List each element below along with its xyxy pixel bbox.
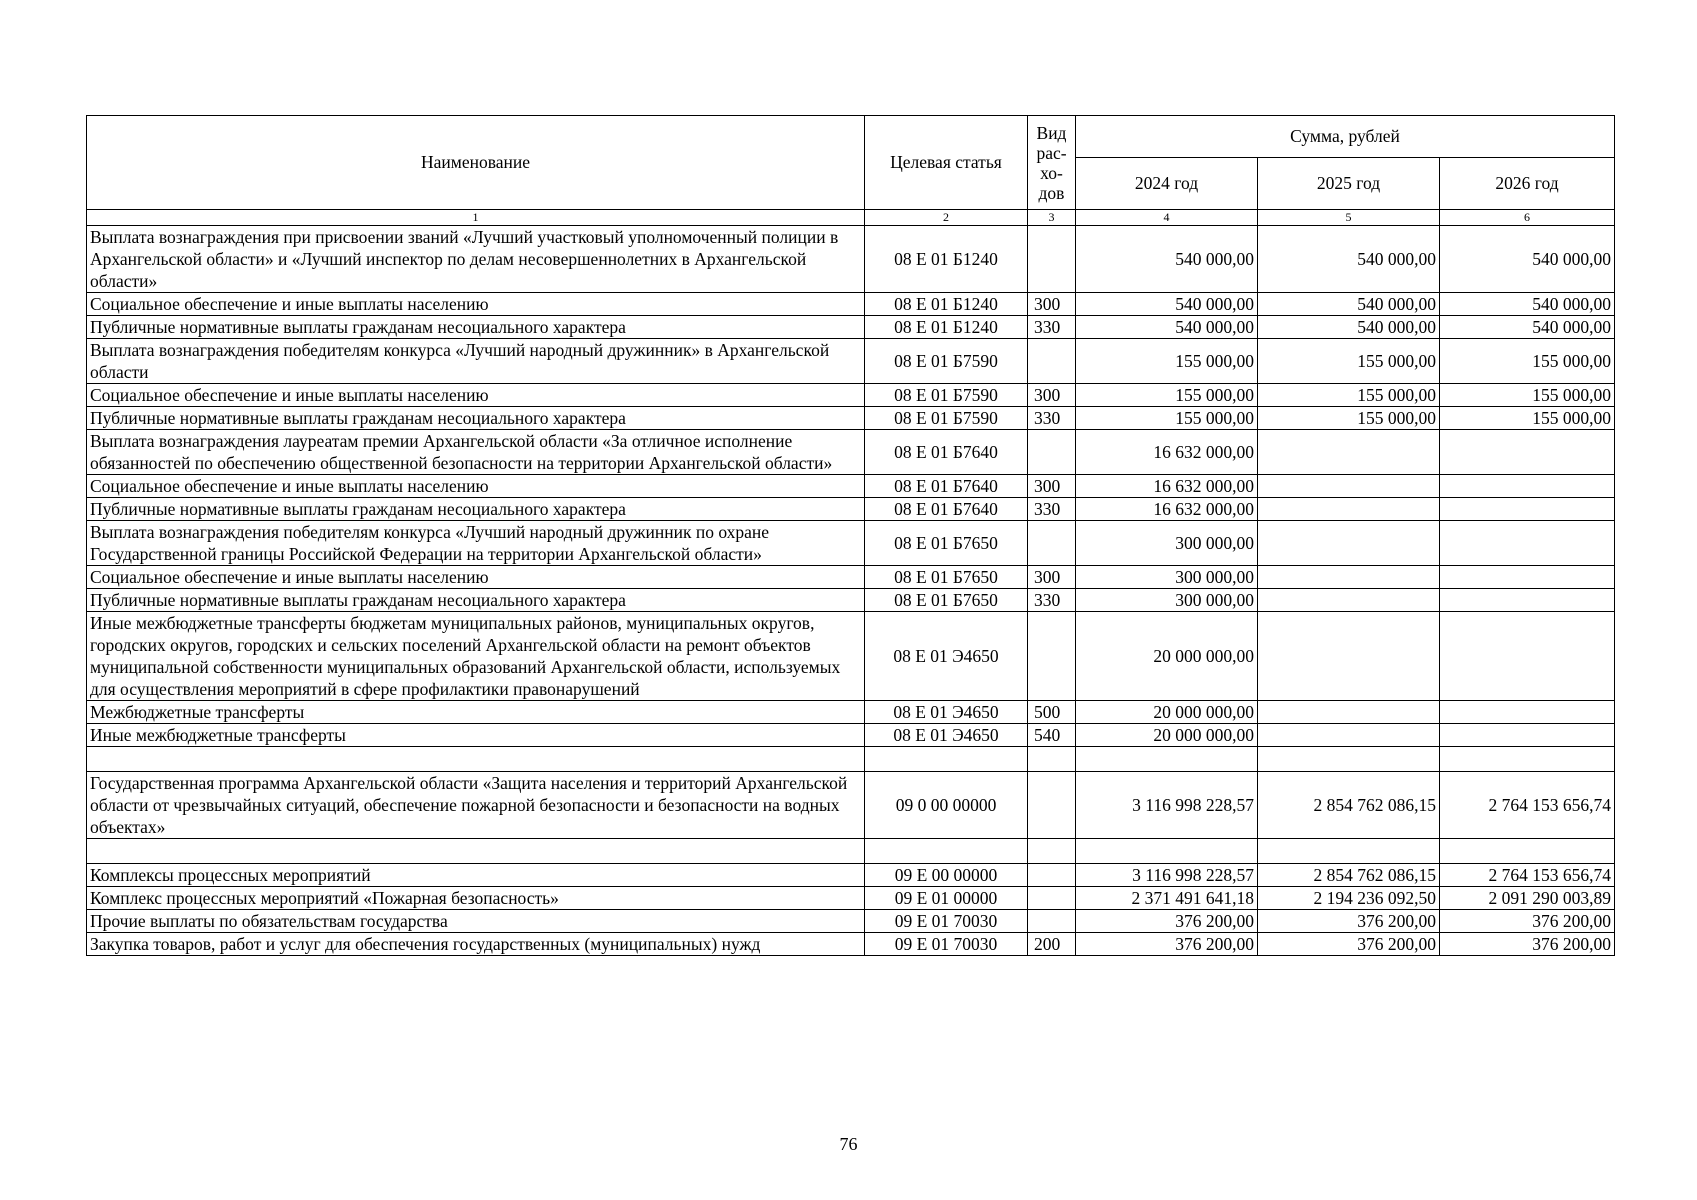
header-year-2025: 2025 год xyxy=(1258,158,1440,210)
header-name: Наименование xyxy=(87,116,865,210)
row-sum-2024: 155 000,00 xyxy=(1076,407,1258,430)
row-expense-type xyxy=(1028,612,1076,701)
row-sum-2024: 300 000,00 xyxy=(1076,566,1258,589)
row-sum-2026: 540 000,00 xyxy=(1440,316,1615,339)
table-row xyxy=(87,864,1615,887)
row-target-article: 09 Е 01 00000 xyxy=(865,887,1028,910)
row-sum-2025 xyxy=(1258,589,1440,612)
header-year-2024: 2024 год xyxy=(1076,158,1258,210)
row-sum-2025 xyxy=(1258,747,1440,772)
table-row xyxy=(87,498,1615,521)
row-sum-2025 xyxy=(1258,498,1440,521)
row-sum-2024: 2 371 491 641,18 xyxy=(1076,887,1258,910)
row-sum-2025: 155 000,00 xyxy=(1258,339,1440,384)
row-sum-2024: 300 000,00 xyxy=(1076,521,1258,566)
row-sum-2025 xyxy=(1258,839,1440,864)
table-row xyxy=(87,384,1615,407)
row-sum-2024: 3 116 998 228,57 xyxy=(1076,772,1258,839)
row-sum-2025: 2 854 762 086,15 xyxy=(1258,772,1440,839)
header-sum: Сумма, рублей xyxy=(1076,116,1615,158)
row-name: Выплата вознаграждения победителям конкурса «Лучший народный дружинник по охране Государственной границы Российской Федерации на территории Архангельской области» xyxy=(87,521,865,566)
row-sum-2026 xyxy=(1440,430,1615,475)
table-row xyxy=(87,566,1615,589)
column-number: 5 xyxy=(1258,210,1440,226)
column-number: 4 xyxy=(1076,210,1258,226)
table-row xyxy=(87,293,1615,316)
row-sum-2026 xyxy=(1440,475,1615,498)
row-sum-2024: 540 000,00 xyxy=(1076,226,1258,293)
row-target-article: 08 Е 01 Б7590 xyxy=(865,384,1028,407)
row-sum-2025 xyxy=(1258,724,1440,747)
row-sum-2026 xyxy=(1440,498,1615,521)
row-expense-type xyxy=(1028,772,1076,839)
row-sum-2024: 376 200,00 xyxy=(1076,910,1258,933)
row-name: Социальное обеспечение и иные выплаты населению xyxy=(87,293,865,316)
column-number: 1 xyxy=(87,210,865,226)
row-name xyxy=(87,747,865,772)
row-expense-type xyxy=(1028,521,1076,566)
row-target-article: 08 Е 01 Б7650 xyxy=(865,521,1028,566)
row-expense-type xyxy=(1028,747,1076,772)
table-row xyxy=(87,772,1615,839)
row-sum-2026: 2 091 290 003,89 xyxy=(1440,887,1615,910)
row-sum-2025 xyxy=(1258,475,1440,498)
row-target-article: 09 Е 01 70030 xyxy=(865,910,1028,933)
row-sum-2026 xyxy=(1440,701,1615,724)
row-expense-type: 300 xyxy=(1028,384,1076,407)
row-target-article: 08 Е 01 Б7590 xyxy=(865,407,1028,430)
row-target-article: 08 Е 01 Б1240 xyxy=(865,226,1028,293)
row-expense-type xyxy=(1028,864,1076,887)
row-target-article: 09 Е 01 70030 xyxy=(865,933,1028,956)
row-name: Публичные нормативные выплаты гражданам несоциального характера xyxy=(87,316,865,339)
table-row xyxy=(87,933,1615,956)
header-target-article: Целевая статья xyxy=(865,116,1028,210)
row-sum-2025: 540 000,00 xyxy=(1258,226,1440,293)
row-target-article: 08 Е 01 Б7640 xyxy=(865,475,1028,498)
row-sum-2026 xyxy=(1440,612,1615,701)
row-sum-2026 xyxy=(1440,521,1615,566)
table-row xyxy=(87,339,1615,384)
row-expense-type: 200 xyxy=(1028,933,1076,956)
row-sum-2025 xyxy=(1258,430,1440,475)
row-sum-2026: 2 764 153 656,74 xyxy=(1440,864,1615,887)
row-target-article: 08 Е 01 Б7640 xyxy=(865,430,1028,475)
row-sum-2026: 540 000,00 xyxy=(1440,293,1615,316)
table-row xyxy=(87,521,1615,566)
row-sum-2025 xyxy=(1258,521,1440,566)
row-sum-2026 xyxy=(1440,747,1615,772)
row-name xyxy=(87,839,865,864)
row-expense-type xyxy=(1028,887,1076,910)
row-sum-2025 xyxy=(1258,612,1440,701)
row-expense-type: 500 xyxy=(1028,701,1076,724)
row-name: Социальное обеспечение и иные выплаты населению xyxy=(87,384,865,407)
row-sum-2024: 3 116 998 228,57 xyxy=(1076,864,1258,887)
row-sum-2025 xyxy=(1258,566,1440,589)
row-sum-2024: 20 000 000,00 xyxy=(1076,724,1258,747)
table-row xyxy=(87,589,1615,612)
row-target-article: 08 Е 01 Б7590 xyxy=(865,339,1028,384)
row-name: Выплата вознаграждения победителям конкурса «Лучший народный дружинник» в Архангельской области xyxy=(87,339,865,384)
row-target-article: 08 Е 01 Б7650 xyxy=(865,566,1028,589)
row-sum-2024: 16 632 000,00 xyxy=(1076,498,1258,521)
row-expense-type: 330 xyxy=(1028,498,1076,521)
row-sum-2024 xyxy=(1076,839,1258,864)
row-sum-2024: 20 000 000,00 xyxy=(1076,701,1258,724)
budget-table xyxy=(86,115,1615,956)
row-target-article: 08 Е 01 Б1240 xyxy=(865,316,1028,339)
row-sum-2024: 300 000,00 xyxy=(1076,589,1258,612)
row-expense-type xyxy=(1028,910,1076,933)
column-number: 2 xyxy=(865,210,1028,226)
table-row xyxy=(87,724,1615,747)
row-sum-2026: 376 200,00 xyxy=(1440,910,1615,933)
row-sum-2025: 155 000,00 xyxy=(1258,384,1440,407)
table-row xyxy=(87,475,1615,498)
table-row xyxy=(87,887,1615,910)
row-sum-2024: 155 000,00 xyxy=(1076,384,1258,407)
row-sum-2026: 2 764 153 656,74 xyxy=(1440,772,1615,839)
row-target-article xyxy=(865,839,1028,864)
row-sum-2025: 540 000,00 xyxy=(1258,293,1440,316)
row-expense-type xyxy=(1028,430,1076,475)
row-name: Публичные нормативные выплаты гражданам несоциального характера xyxy=(87,589,865,612)
table-row xyxy=(87,407,1615,430)
row-name: Комплексы процессных мероприятий xyxy=(87,864,865,887)
row-sum-2026 xyxy=(1440,566,1615,589)
row-target-article: 08 Е 01 Э4650 xyxy=(865,724,1028,747)
row-name: Закупка товаров, работ и услуг для обеспечения государственных (муниципальных) нужд xyxy=(87,933,865,956)
row-sum-2024: 540 000,00 xyxy=(1076,316,1258,339)
column-number: 3 xyxy=(1028,210,1076,226)
row-expense-type xyxy=(1028,226,1076,293)
column-number-row xyxy=(87,210,1615,226)
column-number: 6 xyxy=(1440,210,1615,226)
table-row xyxy=(87,701,1615,724)
row-name: Иные межбюджетные трансферты бюджетам муниципальных районов, муниципальных округов, городских округов, городских и сельских поселений Архангельской области на ремонт объектов муниципальной собственности муниципальных образований Архангельской области, используемых для осуществления мероприятий в сфере профилактики правонарушений xyxy=(87,612,865,701)
row-name: Социальное обеспечение и иные выплаты населению xyxy=(87,566,865,589)
row-target-article: 09 0 00 00000 xyxy=(865,772,1028,839)
row-expense-type xyxy=(1028,839,1076,864)
table-row xyxy=(87,430,1615,475)
row-expense-type: 300 xyxy=(1028,475,1076,498)
row-sum-2026 xyxy=(1440,589,1615,612)
row-sum-2026: 155 000,00 xyxy=(1440,384,1615,407)
row-expense-type: 330 xyxy=(1028,407,1076,430)
table-row xyxy=(87,612,1615,701)
row-expense-type: 300 xyxy=(1028,293,1076,316)
row-sum-2024: 376 200,00 xyxy=(1076,933,1258,956)
row-target-article: 08 Е 01 Э4650 xyxy=(865,701,1028,724)
row-sum-2025: 155 000,00 xyxy=(1258,407,1440,430)
row-sum-2024 xyxy=(1076,747,1258,772)
row-target-article: 08 Е 01 Б7640 xyxy=(865,498,1028,521)
row-sum-2024: 155 000,00 xyxy=(1076,339,1258,384)
row-sum-2024: 540 000,00 xyxy=(1076,293,1258,316)
header-year-2026: 2026 год xyxy=(1440,158,1615,210)
row-sum-2026: 540 000,00 xyxy=(1440,226,1615,293)
row-target-article: 08 Е 01 Э4650 xyxy=(865,612,1028,701)
row-sum-2024: 20 000 000,00 xyxy=(1076,612,1258,701)
row-name: Иные межбюджетные трансферты xyxy=(87,724,865,747)
row-name: Публичные нормативные выплаты гражданам несоциального характера xyxy=(87,407,865,430)
row-expense-type: 540 xyxy=(1028,724,1076,747)
row-name: Социальное обеспечение и иные выплаты населению xyxy=(87,475,865,498)
row-sum-2026 xyxy=(1440,839,1615,864)
page-number: 76 xyxy=(839,1134,858,1154)
row-target-article: 08 Е 01 Б1240 xyxy=(865,293,1028,316)
row-name: Прочие выплаты по обязательствам государства xyxy=(87,910,865,933)
row-sum-2024: 16 632 000,00 xyxy=(1076,430,1258,475)
row-expense-type xyxy=(1028,339,1076,384)
row-sum-2024: 16 632 000,00 xyxy=(1076,475,1258,498)
header-expense-type: Вид рас-хо-дов xyxy=(1028,116,1076,210)
row-name: Межбюджетные трансферты xyxy=(87,701,865,724)
table-row xyxy=(87,910,1615,933)
row-sum-2026 xyxy=(1440,724,1615,747)
row-sum-2025: 376 200,00 xyxy=(1258,910,1440,933)
table-row xyxy=(87,316,1615,339)
row-name: Комплекс процессных мероприятий «Пожарная безопасность» xyxy=(87,887,865,910)
table-body xyxy=(87,210,1615,956)
row-sum-2026: 376 200,00 xyxy=(1440,933,1615,956)
table-row xyxy=(87,226,1615,293)
row-name: Выплата вознаграждения при присвоении званий «Лучший участковый уполномоченный полиции в Архангельской области» и «Лучший инспектор по делам несовершеннолетних в Архангельской области» xyxy=(87,226,865,293)
row-sum-2025 xyxy=(1258,701,1440,724)
row-sum-2026: 155 000,00 xyxy=(1440,407,1615,430)
row-expense-type: 330 xyxy=(1028,316,1076,339)
row-sum-2025: 2 194 236 092,50 xyxy=(1258,887,1440,910)
row-sum-2026: 155 000,00 xyxy=(1440,339,1615,384)
row-name: Государственная программа Архангельской области «Защита населения и территорий Архангельской области от чрезвычайных ситуаций, обеспечение пожарной безопасности и безопасности на водных объектах» xyxy=(87,772,865,839)
row-sum-2025: 376 200,00 xyxy=(1258,933,1440,956)
row-sum-2025: 2 854 762 086,15 xyxy=(1258,864,1440,887)
row-expense-type: 330 xyxy=(1028,589,1076,612)
spacer-row xyxy=(87,839,1615,864)
row-name: Публичные нормативные выплаты гражданам несоциального характера xyxy=(87,498,865,521)
row-target-article: 09 Е 00 00000 xyxy=(865,864,1028,887)
row-sum-2025: 540 000,00 xyxy=(1258,316,1440,339)
row-target-article: 08 Е 01 Б7650 xyxy=(865,589,1028,612)
row-expense-type: 300 xyxy=(1028,566,1076,589)
row-name: Выплата вознаграждения лауреатам премии Архангельской области «За отличное исполнение обязанностей по обеспечению общественной безопасности на территории Архангельской области» xyxy=(87,430,865,475)
row-target-article xyxy=(865,747,1028,772)
spacer-row xyxy=(87,747,1615,772)
